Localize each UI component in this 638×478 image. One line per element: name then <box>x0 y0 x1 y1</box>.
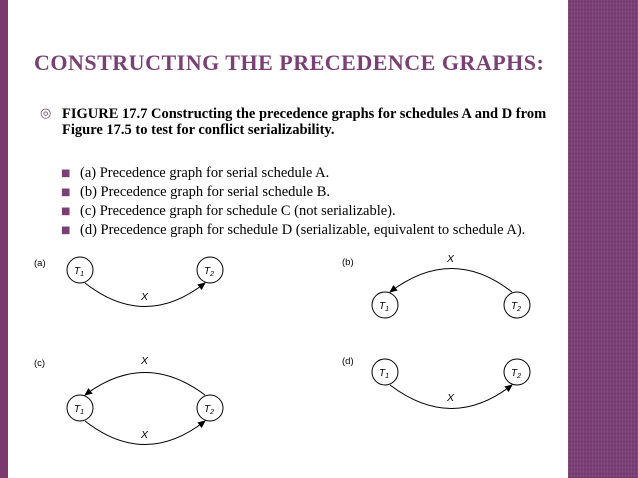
edge-label: X <box>447 253 455 265</box>
sub-bullet-a: (a) Precedence graph for serial schedule A. <box>80 165 330 181</box>
node-t2-label: $T_2$ <box>511 368 522 380</box>
panel-b <box>342 253 530 318</box>
sub-bullet-b: (b) Precedence graph for serial schedule B. <box>80 184 331 200</box>
node-t1-label: $T_1$ <box>74 266 85 278</box>
panel-label-d: (d) <box>342 356 354 367</box>
edge-label: X <box>141 355 149 367</box>
sub-bullet-c: (c) Precedence graph for schedule C (not serializable). <box>80 203 396 219</box>
node-t2-label: $T_2$ <box>511 301 522 313</box>
panel-a <box>34 257 223 307</box>
panel-d <box>342 356 530 409</box>
edge-t2-t1 <box>85 373 205 396</box>
panel-label-a: (a) <box>34 258 46 269</box>
square-bullet-icon: ■ <box>61 206 71 217</box>
square-bullet-icon: ■ <box>61 225 71 236</box>
slide-title: CONSTRUCTING THE PRECEDENCE GRAPHS: <box>34 50 545 75</box>
node-t2-label: $T_2$ <box>204 404 215 416</box>
edge-label: X <box>141 429 149 441</box>
edge-label: X <box>447 392 455 404</box>
edge-label: X <box>141 291 149 303</box>
node-t1-label: $T_1$ <box>379 368 390 380</box>
sub-bullet-d: (d) Precedence graph for schedule D (serializable, equivalent to schedule A). <box>80 222 526 238</box>
panel-c <box>34 355 223 445</box>
node-t1-label: $T_1$ <box>74 404 85 416</box>
target-bullet-icon: ◎ <box>40 106 52 121</box>
node-t1-label: $T_1$ <box>379 301 390 313</box>
figure-caption: FIGURE 17.7 Constructing the precedence graphs for schedules A and D from Figure 17.5 to test for conflict serializability. <box>62 106 547 138</box>
square-bullet-icon: ■ <box>61 187 71 198</box>
square-bullet-icon: ■ <box>61 168 71 179</box>
panel-label-b: (b) <box>342 257 354 268</box>
edge-t2-t1 <box>390 269 512 293</box>
node-t2-label: $T_2$ <box>204 266 215 278</box>
panel-label-c: (c) <box>34 358 46 369</box>
